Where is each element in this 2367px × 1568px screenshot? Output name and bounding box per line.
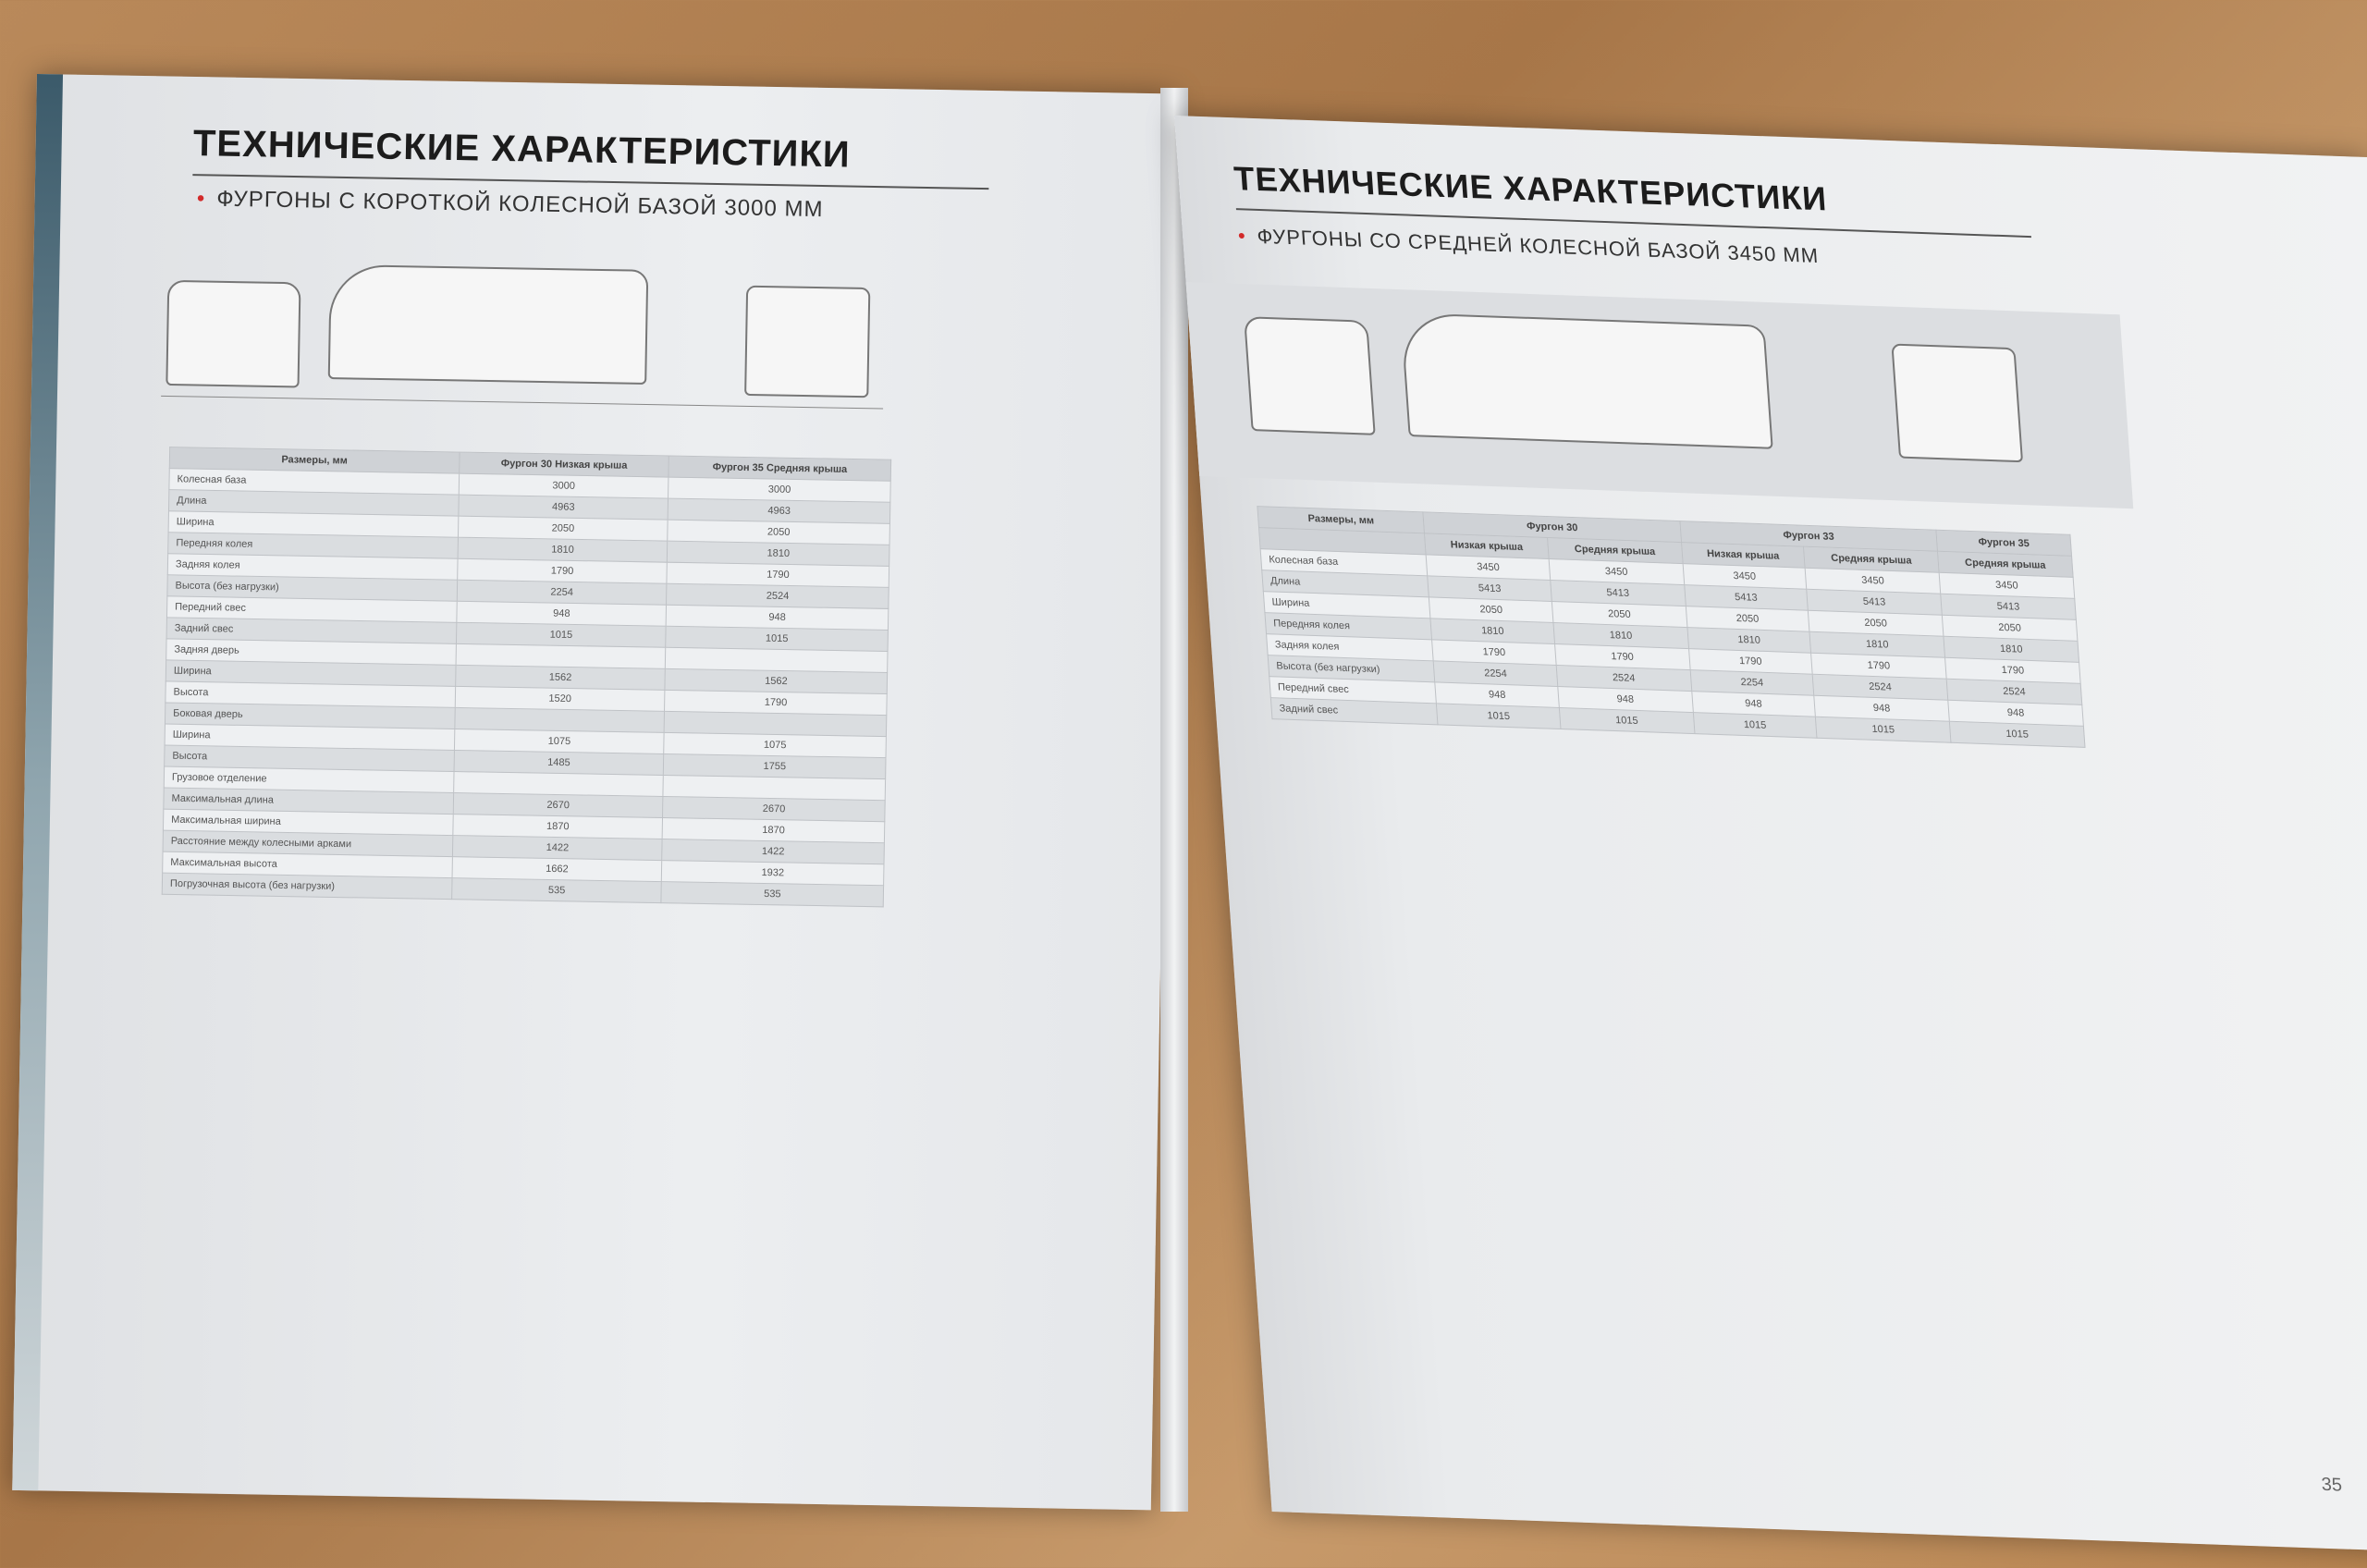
value-cell: 2670 — [453, 793, 663, 818]
row-label-cell: Высота (без нагрузки) — [1268, 655, 1435, 682]
left-page-title: ТЕХНИЧЕСКИЕ ХАРАКТЕРИСТИКИ — [192, 123, 852, 176]
value-cell: 5413 — [1684, 585, 1808, 611]
value-cell: 1870 — [453, 815, 663, 839]
dimension-ground-line — [161, 396, 883, 410]
row-label-cell: Передний свес — [1269, 677, 1437, 704]
row-label-cell: Передний свес — [166, 596, 457, 622]
value-cell: 1790 — [1554, 644, 1690, 670]
right-page-title: ТЕХНИЧЕСКИЕ ХАРАКТЕРИСТИКИ — [1233, 159, 1829, 218]
right-page — [1174, 116, 2367, 1553]
row-label-cell: Ширина — [168, 511, 459, 537]
value-cell: 1810 — [668, 541, 889, 566]
row-label-cell: Колесная база — [1260, 549, 1428, 576]
value-cell: 1015 — [456, 622, 666, 647]
value-cell: 4963 — [459, 495, 668, 520]
van-side-view-drawing — [1400, 312, 1772, 449]
row-label-cell: Расстояние между колесными арками — [163, 830, 453, 856]
value-cell: 1422 — [662, 839, 884, 864]
value-cell: 5413 — [1551, 581, 1686, 606]
value-cell: 1562 — [456, 665, 666, 690]
row-label-cell: Грузовое отделение — [164, 766, 454, 792]
value-cell: 2050 — [1686, 606, 1809, 632]
value-cell: 1790 — [667, 562, 889, 587]
value-cell: 1015 — [666, 626, 888, 651]
value-cell: 2050 — [1942, 615, 2078, 641]
value-cell: 948 — [666, 605, 888, 630]
value-cell: 4963 — [668, 498, 889, 523]
value-cell: 1810 — [1944, 636, 2079, 662]
value-cell: 1422 — [452, 836, 662, 861]
van-rear-view-drawing — [1891, 344, 2023, 463]
van-side-view-drawing — [328, 264, 649, 385]
table-header-cell: Фургон 35 Средняя крыша — [668, 456, 890, 481]
row-label-cell: Максимальная высота — [163, 851, 453, 877]
value-cell: 3000 — [668, 477, 890, 502]
page-number: 35 — [2320, 1474, 2343, 1496]
value-cell: 3450 — [1939, 572, 2075, 598]
value-cell: 1015 — [1949, 721, 2085, 747]
table-subheader-cell: Средняя крыша — [1938, 551, 2074, 577]
value-cell: 948 — [457, 601, 667, 626]
left-footnote — [70, 1371, 903, 1386]
value-cell: 1790 — [1945, 657, 2081, 683]
value-cell: 1075 — [454, 729, 664, 753]
value-cell: 3000 — [459, 473, 668, 498]
table-subheader-cell: Средняя крыша — [1547, 538, 1683, 564]
row-label-cell: Задняя колея — [1267, 634, 1434, 661]
value-cell: 3450 — [1683, 564, 1807, 590]
booklet-spine — [1160, 88, 1188, 1512]
value-cell: 1485 — [454, 750, 664, 775]
table-header-cell: Фургон 30 — [1423, 512, 1681, 543]
value-cell: 948 — [1435, 682, 1559, 708]
table-subheader-cell: Средняя крыша — [1804, 546, 1940, 572]
table-header-cell: Фургон 33 — [1680, 521, 1938, 552]
value-cell: 1790 — [665, 690, 887, 715]
table-header-cell: Размеры, мм — [1257, 507, 1425, 533]
value-cell: 2524 — [1812, 674, 1948, 700]
value-cell: 5413 — [1807, 589, 1943, 615]
row-label-cell: Передняя колея — [1265, 613, 1432, 640]
value-cell: 2050 — [1429, 597, 1553, 623]
value-cell: 3450 — [1805, 568, 1941, 594]
value-cell: 948 — [1814, 695, 1950, 721]
table-header-cell: Фургон 30 Низкая крыша — [460, 452, 669, 477]
left-subtitle-text: ФУРГОНЫ С КОРОТКОЙ КОЛЕСНОЙ БАЗОЙ 3000 ММ — [216, 186, 824, 223]
row-label-cell: Высота — [166, 681, 456, 707]
row-label-cell: Максимальная ширина — [163, 809, 453, 835]
row-label-cell: Ширина — [1263, 592, 1430, 619]
value-cell: 1810 — [458, 537, 668, 562]
table-subheader-cell: Низкая крыша — [1425, 533, 1549, 559]
value-cell: 948 — [1558, 687, 1694, 713]
van-front-view-drawing — [166, 280, 300, 388]
right-dimensions-table — [1257, 506, 2085, 748]
right-page-subtitle — [1237, 224, 1820, 268]
value-cell: 1790 — [1811, 653, 1947, 679]
value-cell: 5413 — [1941, 594, 2077, 619]
value-cell: 2670 — [663, 796, 885, 821]
left-dimensions-table — [162, 447, 891, 907]
table-subheader-cell: Низкая крыша — [1681, 543, 1805, 569]
value-cell: 3450 — [1549, 559, 1685, 585]
left-page-subtitle — [197, 186, 824, 223]
table-header-cell: Размеры, мм — [169, 447, 460, 473]
row-label-cell: Передняя колея — [168, 533, 459, 558]
value-cell: 1662 — [452, 857, 662, 882]
value-cell: 1810 — [1553, 623, 1689, 649]
row-label-cell: Задняя колея — [167, 554, 458, 580]
value-cell: 1562 — [665, 668, 887, 693]
van-front-view-drawing — [1244, 316, 1376, 435]
value-cell: 2050 — [1551, 602, 1687, 628]
value-cell: 1932 — [662, 861, 884, 886]
value-cell: 535 — [661, 882, 883, 907]
value-cell: 1870 — [662, 818, 884, 843]
row-label-cell: Длина — [1262, 570, 1429, 597]
value-cell: 2254 — [457, 580, 667, 605]
value-cell: 1810 — [1809, 631, 1945, 657]
value-cell: 2254 — [1690, 670, 1814, 696]
value-cell: 535 — [452, 878, 662, 903]
value-cell: 1015 — [1437, 704, 1561, 729]
value-cell: 2524 — [1946, 679, 2082, 704]
row-label-cell: Длина — [168, 490, 459, 516]
row-label-cell: Ширина — [166, 660, 456, 686]
value-cell: 948 — [1948, 700, 2084, 726]
value-cell: 948 — [1692, 692, 1816, 717]
value-cell: 1810 — [1687, 628, 1811, 654]
value-cell: 2254 — [1434, 661, 1558, 687]
value-cell: 1520 — [455, 686, 665, 711]
table-header-cell: Фургон 35 — [1936, 530, 2072, 556]
value-cell: 1755 — [664, 753, 886, 778]
row-label-cell: Задний свес — [166, 618, 457, 643]
value-cell: 1075 — [664, 732, 886, 757]
value-cell: 5413 — [1428, 576, 1551, 602]
value-cell: 2524 — [1556, 666, 1692, 692]
row-label-cell: Погрузочная высота (без нагрузки) — [162, 873, 452, 899]
value-cell: 1790 — [1688, 649, 1812, 675]
value-cell: 1810 — [1430, 619, 1554, 644]
row-label-cell: Колесная база — [169, 469, 460, 495]
row-label-cell: Ширина — [165, 724, 455, 750]
row-label-cell: Задний свес — [1270, 698, 1438, 725]
red-bullet-icon: • — [196, 186, 206, 212]
red-bullet-icon: • — [1237, 224, 1247, 248]
value-cell: 3450 — [1427, 555, 1551, 581]
row-label-cell: Задняя дверь — [166, 639, 457, 665]
value-cell: 2050 — [458, 516, 668, 541]
row-label-cell: Максимальная длина — [164, 788, 454, 814]
value-cell: 1790 — [458, 558, 668, 583]
left-page — [12, 74, 1175, 1510]
right-subtitle-text: ФУРГОНЫ СО СРЕДНЕЙ КОЛЕСНОЙ БАЗОЙ 3450 ММ — [1256, 224, 1820, 268]
value-cell: 2050 — [1808, 610, 1944, 636]
row-label-cell: Высота — [165, 745, 455, 771]
van-rear-view-drawing — [744, 286, 870, 398]
row-label-cell: Боковая дверь — [165, 703, 455, 729]
value-cell: 2524 — [667, 583, 889, 608]
value-cell: 1790 — [1432, 640, 1556, 666]
row-label-cell: Высота (без нагрузки) — [167, 575, 458, 601]
value-cell: 2050 — [668, 520, 889, 545]
value-cell: 1015 — [1815, 717, 1951, 742]
value-cell: 1015 — [1693, 713, 1817, 739]
value-cell: 1015 — [1559, 708, 1695, 734]
